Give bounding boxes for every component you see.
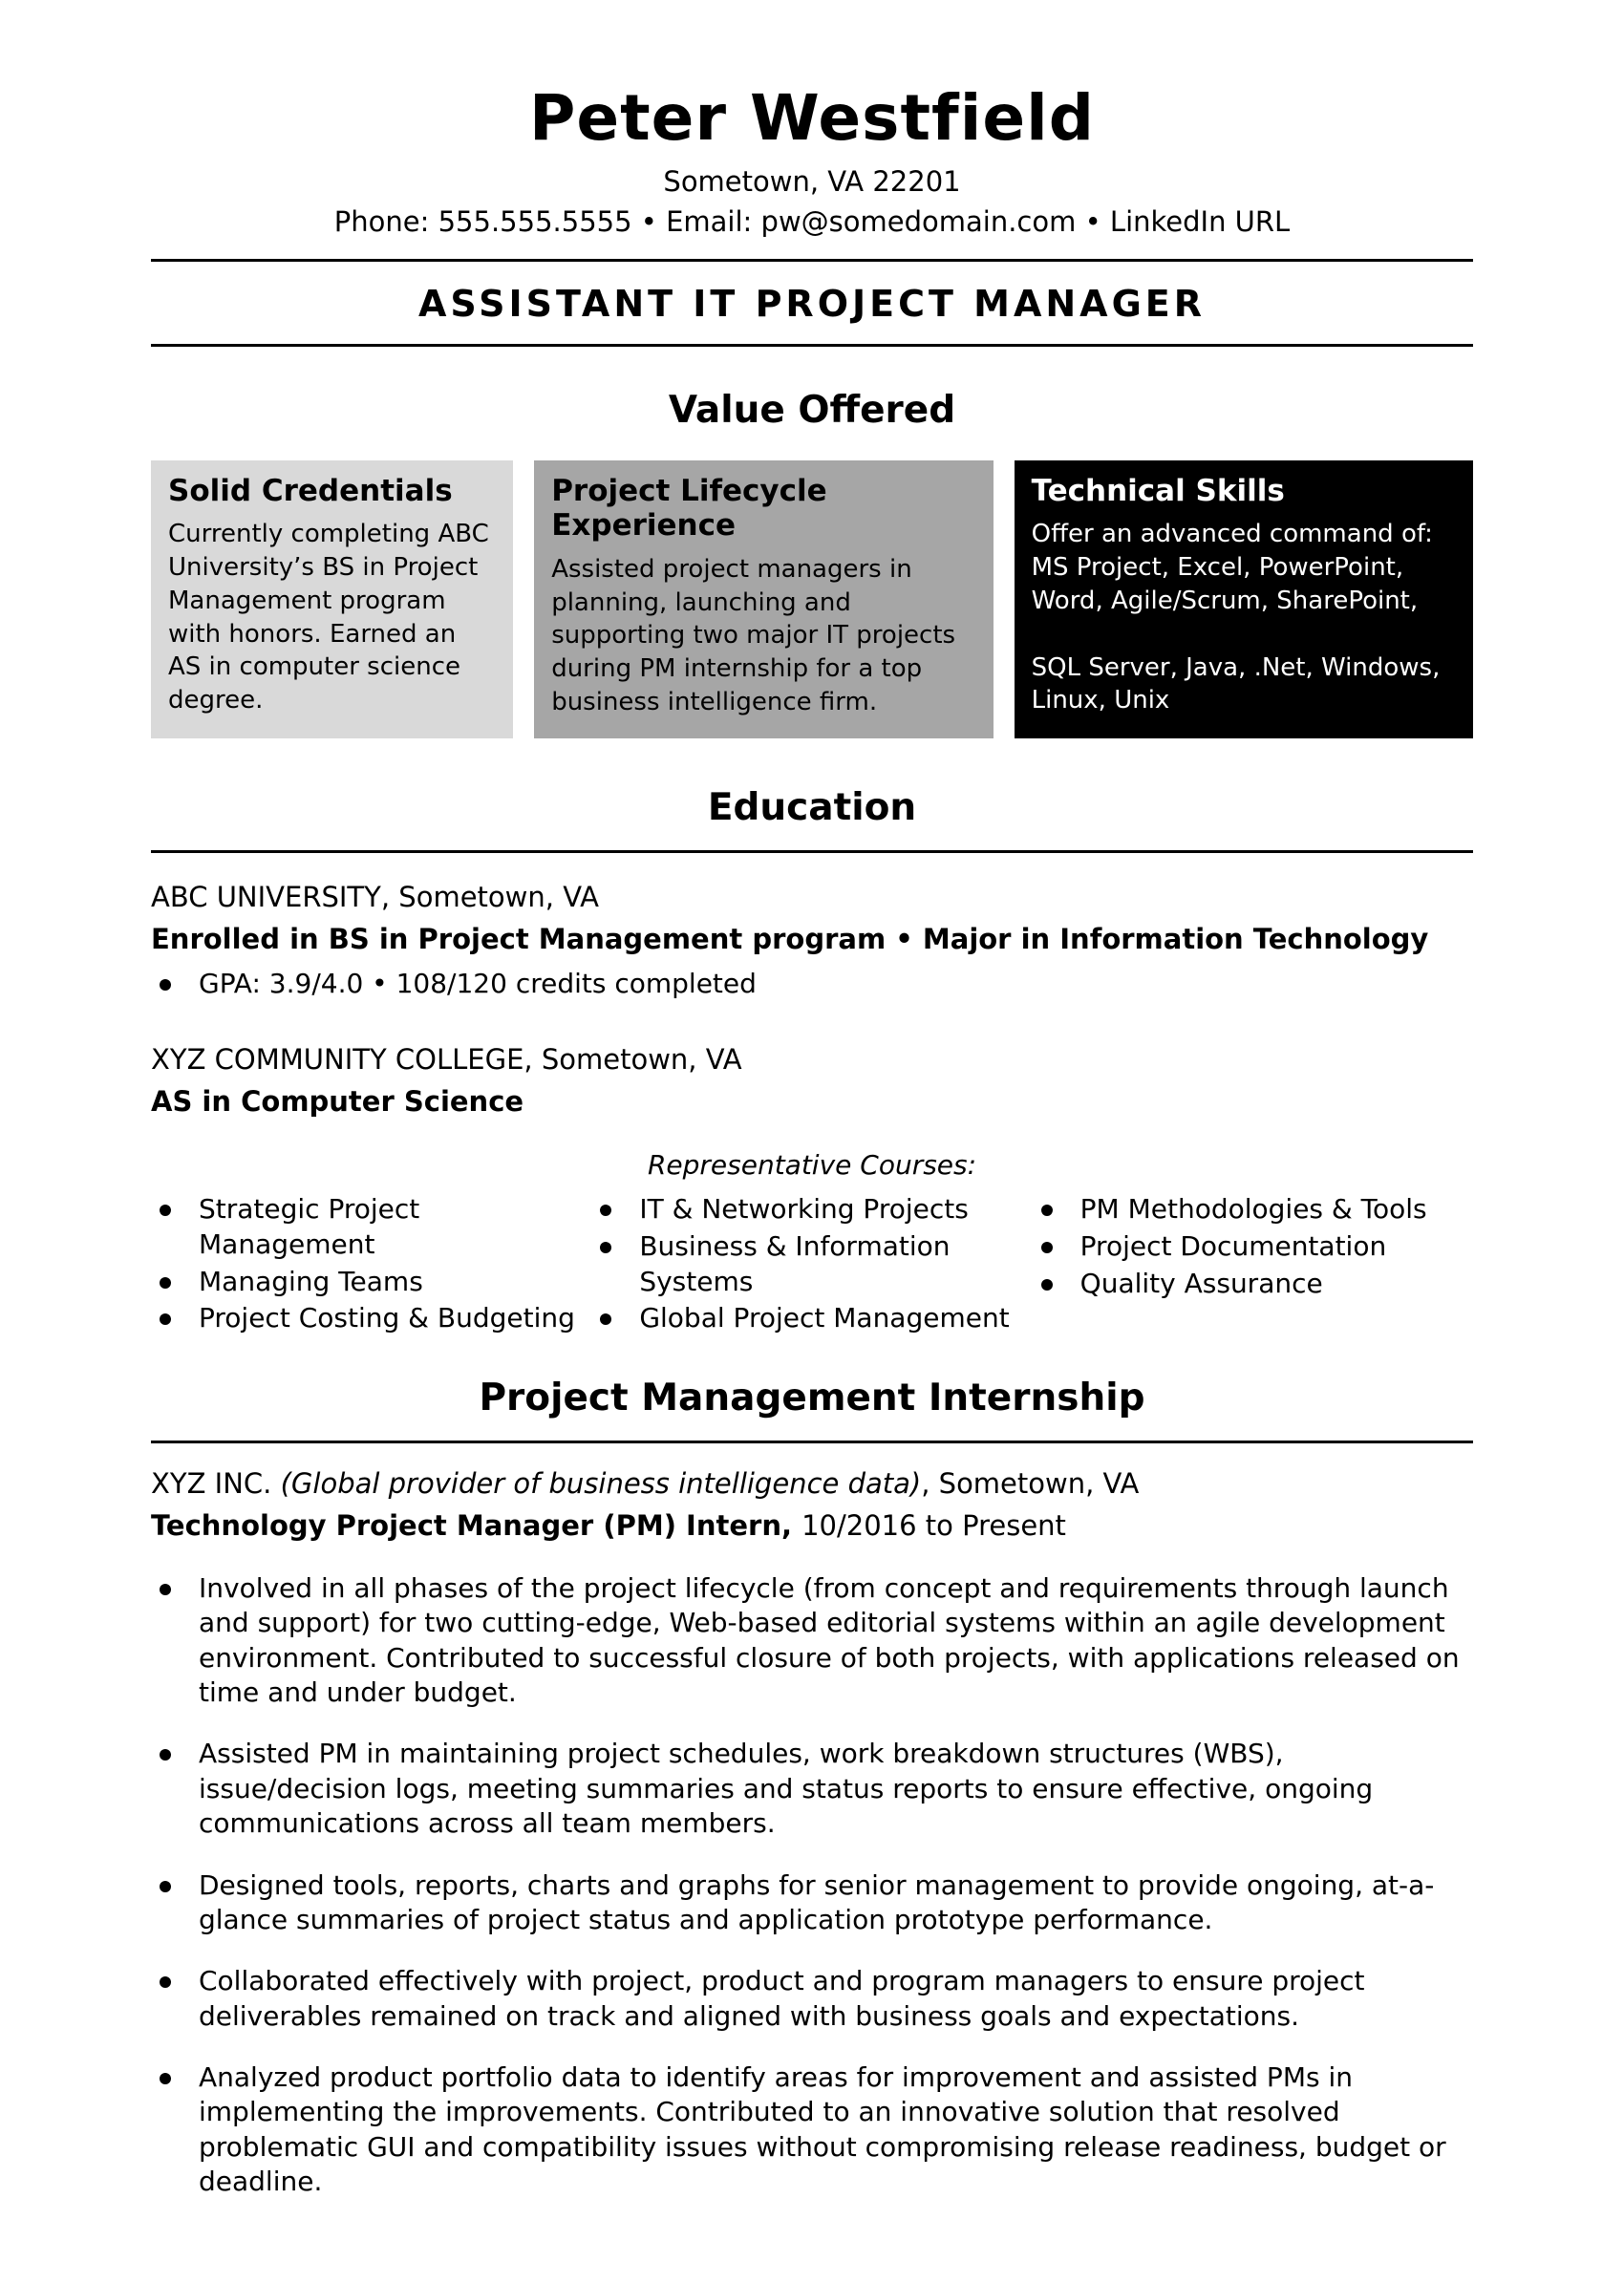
representative-courses-label: Representative Courses: bbox=[647, 1148, 977, 1181]
value-offered-boxes bbox=[151, 460, 1473, 738]
internship-bullet: Collaborated effectively with project, product and program managers to ensure project deliverables remained on track and aligned with business goals and expectations. bbox=[151, 1964, 1473, 2034]
course-item: Project Costing & Budgeting bbox=[151, 1301, 591, 1336]
course-item: IT & Networking Projects bbox=[591, 1192, 1032, 1227]
degree-line: AS in Computer Science bbox=[151, 1084, 524, 1118]
internship-divider bbox=[151, 1441, 1473, 1443]
company-description: (Global provider of business intelligence data) bbox=[280, 1467, 922, 1501]
company-line bbox=[151, 1466, 1473, 1503]
course-item: Project Documentation bbox=[1033, 1229, 1473, 1265]
project-lifecycle-heading: Project Lifecycle Experience bbox=[551, 473, 827, 544]
course-item: Strategic Project Management bbox=[151, 1192, 591, 1263]
degree-line: Enrolled in BS in Project Management program • Major in Information Technology bbox=[151, 922, 1429, 955]
solid-credentials-box bbox=[151, 460, 513, 738]
company-name: XYZ INC. bbox=[151, 1467, 281, 1501]
technical-skills-heading: Technical Skills bbox=[1031, 473, 1285, 508]
technical-skills-intro: Offer an advanced command of: bbox=[1031, 520, 1433, 549]
education-section bbox=[151, 786, 1473, 1339]
course-column-3 bbox=[1033, 1192, 1473, 1339]
course-column-2 bbox=[591, 1192, 1032, 1339]
contact-line: Phone: 555.555.5555 • Email: pw@somedomain.com • LinkedIn URL bbox=[333, 204, 1291, 238]
school-name: ABC UNIVERSITY, Sometown, VA bbox=[151, 880, 600, 913]
role-line bbox=[151, 1508, 1473, 1545]
candidate-location: Sometown, VA 22201 bbox=[663, 164, 961, 198]
technical-skills-list-2: SQL Server, Java, .Net, Windows, Linux, Unix bbox=[1031, 652, 1441, 715]
internship-bullet: Designed tools, reports, charts and graphs for senior management to provide ongoing, at-a-glance summaries of project status and application prototype performance. bbox=[151, 1868, 1473, 1938]
internship-bullet: Analyzed product portfolio data to identify areas for improvement and assisted PMs in implementing the improvements. Contributed to an innovative solution that resolved problematic GUI and compatibility issues without compromising release readiness, budget or deadline. bbox=[151, 2060, 1473, 2200]
course-column-1 bbox=[151, 1192, 591, 1339]
technical-skills-list-1: MS Project, Excel, PowerPoint, Word, Agile/Scrum, SharePoint, bbox=[1031, 553, 1419, 615]
course-item: PM Methodologies & Tools bbox=[1033, 1192, 1473, 1227]
course-item: Business & Information Systems bbox=[591, 1229, 1032, 1300]
internship-bullet-list bbox=[151, 1571, 1473, 2200]
role-dates: 10/2016 to Present bbox=[801, 1509, 1066, 1543]
internship-heading: Project Management Internship bbox=[479, 1377, 1145, 1420]
title-divider bbox=[151, 344, 1473, 347]
solid-credentials-heading: Solid Credentials bbox=[168, 473, 453, 508]
project-lifecycle-box bbox=[534, 460, 993, 738]
role-title: Technology Project Manager (PM) Intern, bbox=[151, 1509, 802, 1543]
value-offered-heading: Value Offered bbox=[668, 388, 956, 432]
technical-skills-box bbox=[1015, 460, 1473, 738]
project-lifecycle-text: Assisted project managers in planning, launching and supporting two major IT projects during PM internship for a top business intelligence firm. bbox=[551, 554, 956, 717]
internship-bullet: Assisted PM in maintaining project schedules, work breakdown structures (WBS), issue/decision logs, meeting summaries and status reports to ensure effective, ongoing communications across all team members. bbox=[151, 1737, 1473, 1841]
header-divider bbox=[151, 259, 1473, 262]
course-item: Managing Teams bbox=[151, 1265, 591, 1300]
candidate-name: Peter Westfield bbox=[529, 81, 1095, 155]
school-name: XYZ COMMUNITY COLLEGE, Sometown, VA bbox=[151, 1043, 742, 1077]
company-location: , Sometown, VA bbox=[921, 1467, 1140, 1501]
course-item: Global Project Management bbox=[591, 1301, 1032, 1336]
internship-section bbox=[151, 1377, 1473, 2199]
course-item: Quality Assurance bbox=[1033, 1267, 1473, 1302]
internship-bullet: Involved in all phases of the project lifecycle (from concept and requirements through launch and support) for two cutting-edge, Web-based editorial systems within an agile development environment. Contributed to successful closure of both projects, with applications released on time and under budget. bbox=[151, 1571, 1473, 1711]
course-columns bbox=[151, 1192, 1473, 1339]
resume-header bbox=[151, 81, 1473, 238]
solid-credentials-text: Currently completing ABC University’s BS in Project Management program with honors. Earned an AS in computer science degree. bbox=[168, 520, 489, 715]
job-title: ASSISTANT IT PROJECT MANAGER bbox=[418, 282, 1206, 325]
education-bullet: GPA: 3.9/4.0 • 108/120 credits completed bbox=[151, 967, 1473, 1002]
value-offered-section bbox=[151, 389, 1473, 738]
education-bullet-list bbox=[151, 967, 1473, 1002]
education-heading: Education bbox=[707, 785, 917, 829]
education-divider bbox=[151, 850, 1473, 853]
